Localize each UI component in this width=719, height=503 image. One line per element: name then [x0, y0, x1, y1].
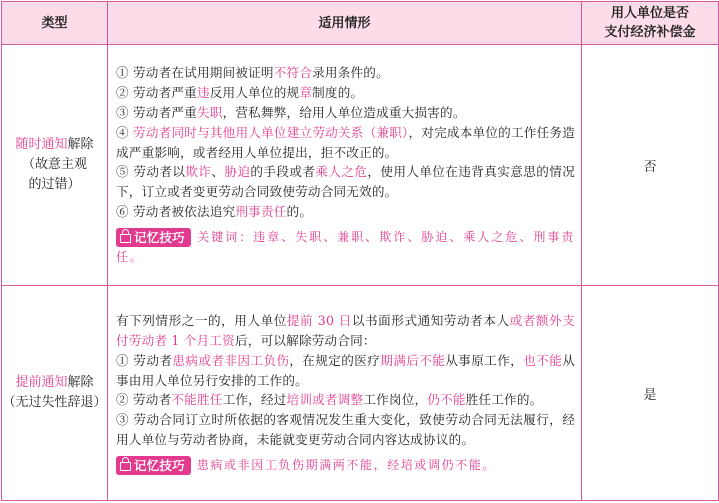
highlight-text: 不能胜任	[171, 392, 223, 408]
item-text: ① 劳动者在试用期间被证明	[116, 65, 274, 81]
pay-cell: 否	[582, 45, 719, 286]
type-note-line1: （故意主观	[21, 157, 87, 172]
item-text: 录用条件的。	[312, 65, 389, 81]
header-pay	[582, 2, 719, 45]
item-text: ，营私舞弊，给用人单位造成重大损害的。	[222, 104, 466, 120]
item-text: 的。	[286, 203, 313, 219]
type-suffix: 解除	[67, 137, 94, 152]
item-text: ① 劳动者	[116, 352, 173, 368]
highlight-text: 劳动者同时与其他用人单位建立劳动关系（兼职）	[133, 124, 409, 140]
type-cell	[2, 45, 108, 286]
highlight-text: 欺诈	[185, 164, 212, 180]
memory-tip-text: 关键词：违章、失职、兼职、欺诈、胁迫、乘人之危、刑事责任。	[116, 229, 575, 264]
type-cell	[2, 286, 108, 501]
highlight-text: 失职	[196, 104, 223, 120]
memory-tip	[116, 227, 575, 267]
memory-tip-label: 记忆技巧	[134, 457, 185, 473]
item-text: 从事原工作，	[445, 352, 524, 368]
memory-tip-badge	[116, 456, 191, 475]
highlight-text: 不符合	[273, 65, 313, 81]
item-text: ② 劳动者	[116, 392, 172, 408]
type-note-line1: （无过失性辞退）	[2, 395, 107, 410]
lock-icon	[120, 462, 131, 471]
type-suffix: 解除	[67, 375, 94, 390]
item-text: 后，可以解除劳动合同：	[234, 333, 376, 348]
item-text: 胜任工作的。	[465, 392, 543, 408]
situation-item	[116, 162, 575, 202]
situation-item	[116, 123, 575, 163]
situation-list	[116, 63, 575, 221]
item-text: ，使用人单位在违背真实意思的情况下，订立或者变更劳动合同致使劳动合同无效的。	[116, 164, 576, 200]
type-highlight: 随时通知	[15, 137, 68, 152]
situation-item	[116, 63, 575, 83]
item-text: 、	[211, 164, 225, 180]
situation-item	[116, 410, 575, 450]
situation-list	[116, 311, 575, 450]
item-text: ⑥ 劳动者被依法追究	[116, 203, 236, 219]
header-type: 类型	[2, 2, 108, 45]
item-text: 制度的。	[312, 85, 364, 101]
highlight-text: 期满后不能	[380, 352, 446, 368]
type-note-line2: 的过错）	[28, 177, 81, 192]
situation-item	[116, 351, 575, 391]
lock-icon	[120, 234, 131, 243]
item-text: ④	[116, 124, 134, 140]
memory-tip-badge	[116, 228, 191, 247]
highlight-text: 乘人之危	[315, 164, 368, 180]
situation-cell	[108, 45, 582, 286]
highlight-text: 患病或者非因工负伤	[172, 352, 290, 368]
item-text: 从事由用人单位另行安排的工作的。	[116, 352, 575, 388]
item-text: ，对完成本单位的工作任务造成严重影响，或者经用人单位提出，拒不改正的。	[116, 124, 575, 160]
pay-cell: 是	[582, 286, 719, 501]
item-text: 工作，经过	[222, 392, 287, 408]
highlight-text: 胁迫	[224, 164, 251, 180]
item-text: ⑤ 劳动者以	[116, 164, 186, 180]
header-row	[2, 2, 719, 45]
situation-item	[116, 83, 575, 103]
highlight-text: 违	[196, 85, 210, 101]
item-text: ② 劳动者严重	[116, 85, 197, 101]
highlight-text: 刑事责任	[235, 203, 287, 219]
header-pay-line2: 支付经济补偿金	[604, 25, 696, 40]
item-text: 工作岗位，	[363, 392, 428, 408]
table-row	[2, 45, 719, 286]
highlight-text: 培训或者调整	[286, 392, 364, 408]
highlight-text: 章	[299, 85, 313, 101]
dismissal-table	[1, 1, 719, 501]
item-text: 的手段或者	[250, 164, 316, 180]
situation-cell	[108, 286, 582, 501]
memory-tip-text: 患病或非因工负伤期满两不能，经培或调仍不能。	[196, 457, 497, 472]
header-situation: 适用情形	[108, 2, 582, 45]
situation-item	[116, 390, 575, 410]
item-text: 有下列情形之一的，用人单位	[116, 313, 287, 329]
item-text: 以书面形式通知劳动者本人	[351, 313, 510, 329]
item-text: ，在规定的医疗	[289, 352, 381, 368]
highlight-text: 也不能	[523, 352, 563, 368]
memory-tip-label: 记忆技巧	[134, 229, 185, 245]
highlight-text: 仍不能	[427, 392, 466, 408]
highlight-text: 或者额外支付劳动者 1 个月工资	[116, 313, 575, 348]
memory-tip	[116, 455, 575, 475]
header-pay-line1: 用人单位是否	[610, 6, 689, 21]
situation-item	[116, 103, 575, 123]
highlight-text: 提前 30 日	[286, 313, 352, 329]
situation-item	[116, 311, 575, 351]
item-text: ③ 劳动者严重	[116, 104, 197, 120]
type-highlight: 提前通知	[15, 375, 68, 390]
table-row	[2, 286, 719, 501]
situation-item	[116, 202, 575, 222]
item-text: 反用人单位的规	[209, 85, 300, 101]
item-text: ③ 劳动合同订立时所依据的客观情况发生重大变化，致使劳动合同无法履行，经用人单位与劳动者协商，未能就变更劳动合同内容达成协议的。	[116, 412, 575, 447]
